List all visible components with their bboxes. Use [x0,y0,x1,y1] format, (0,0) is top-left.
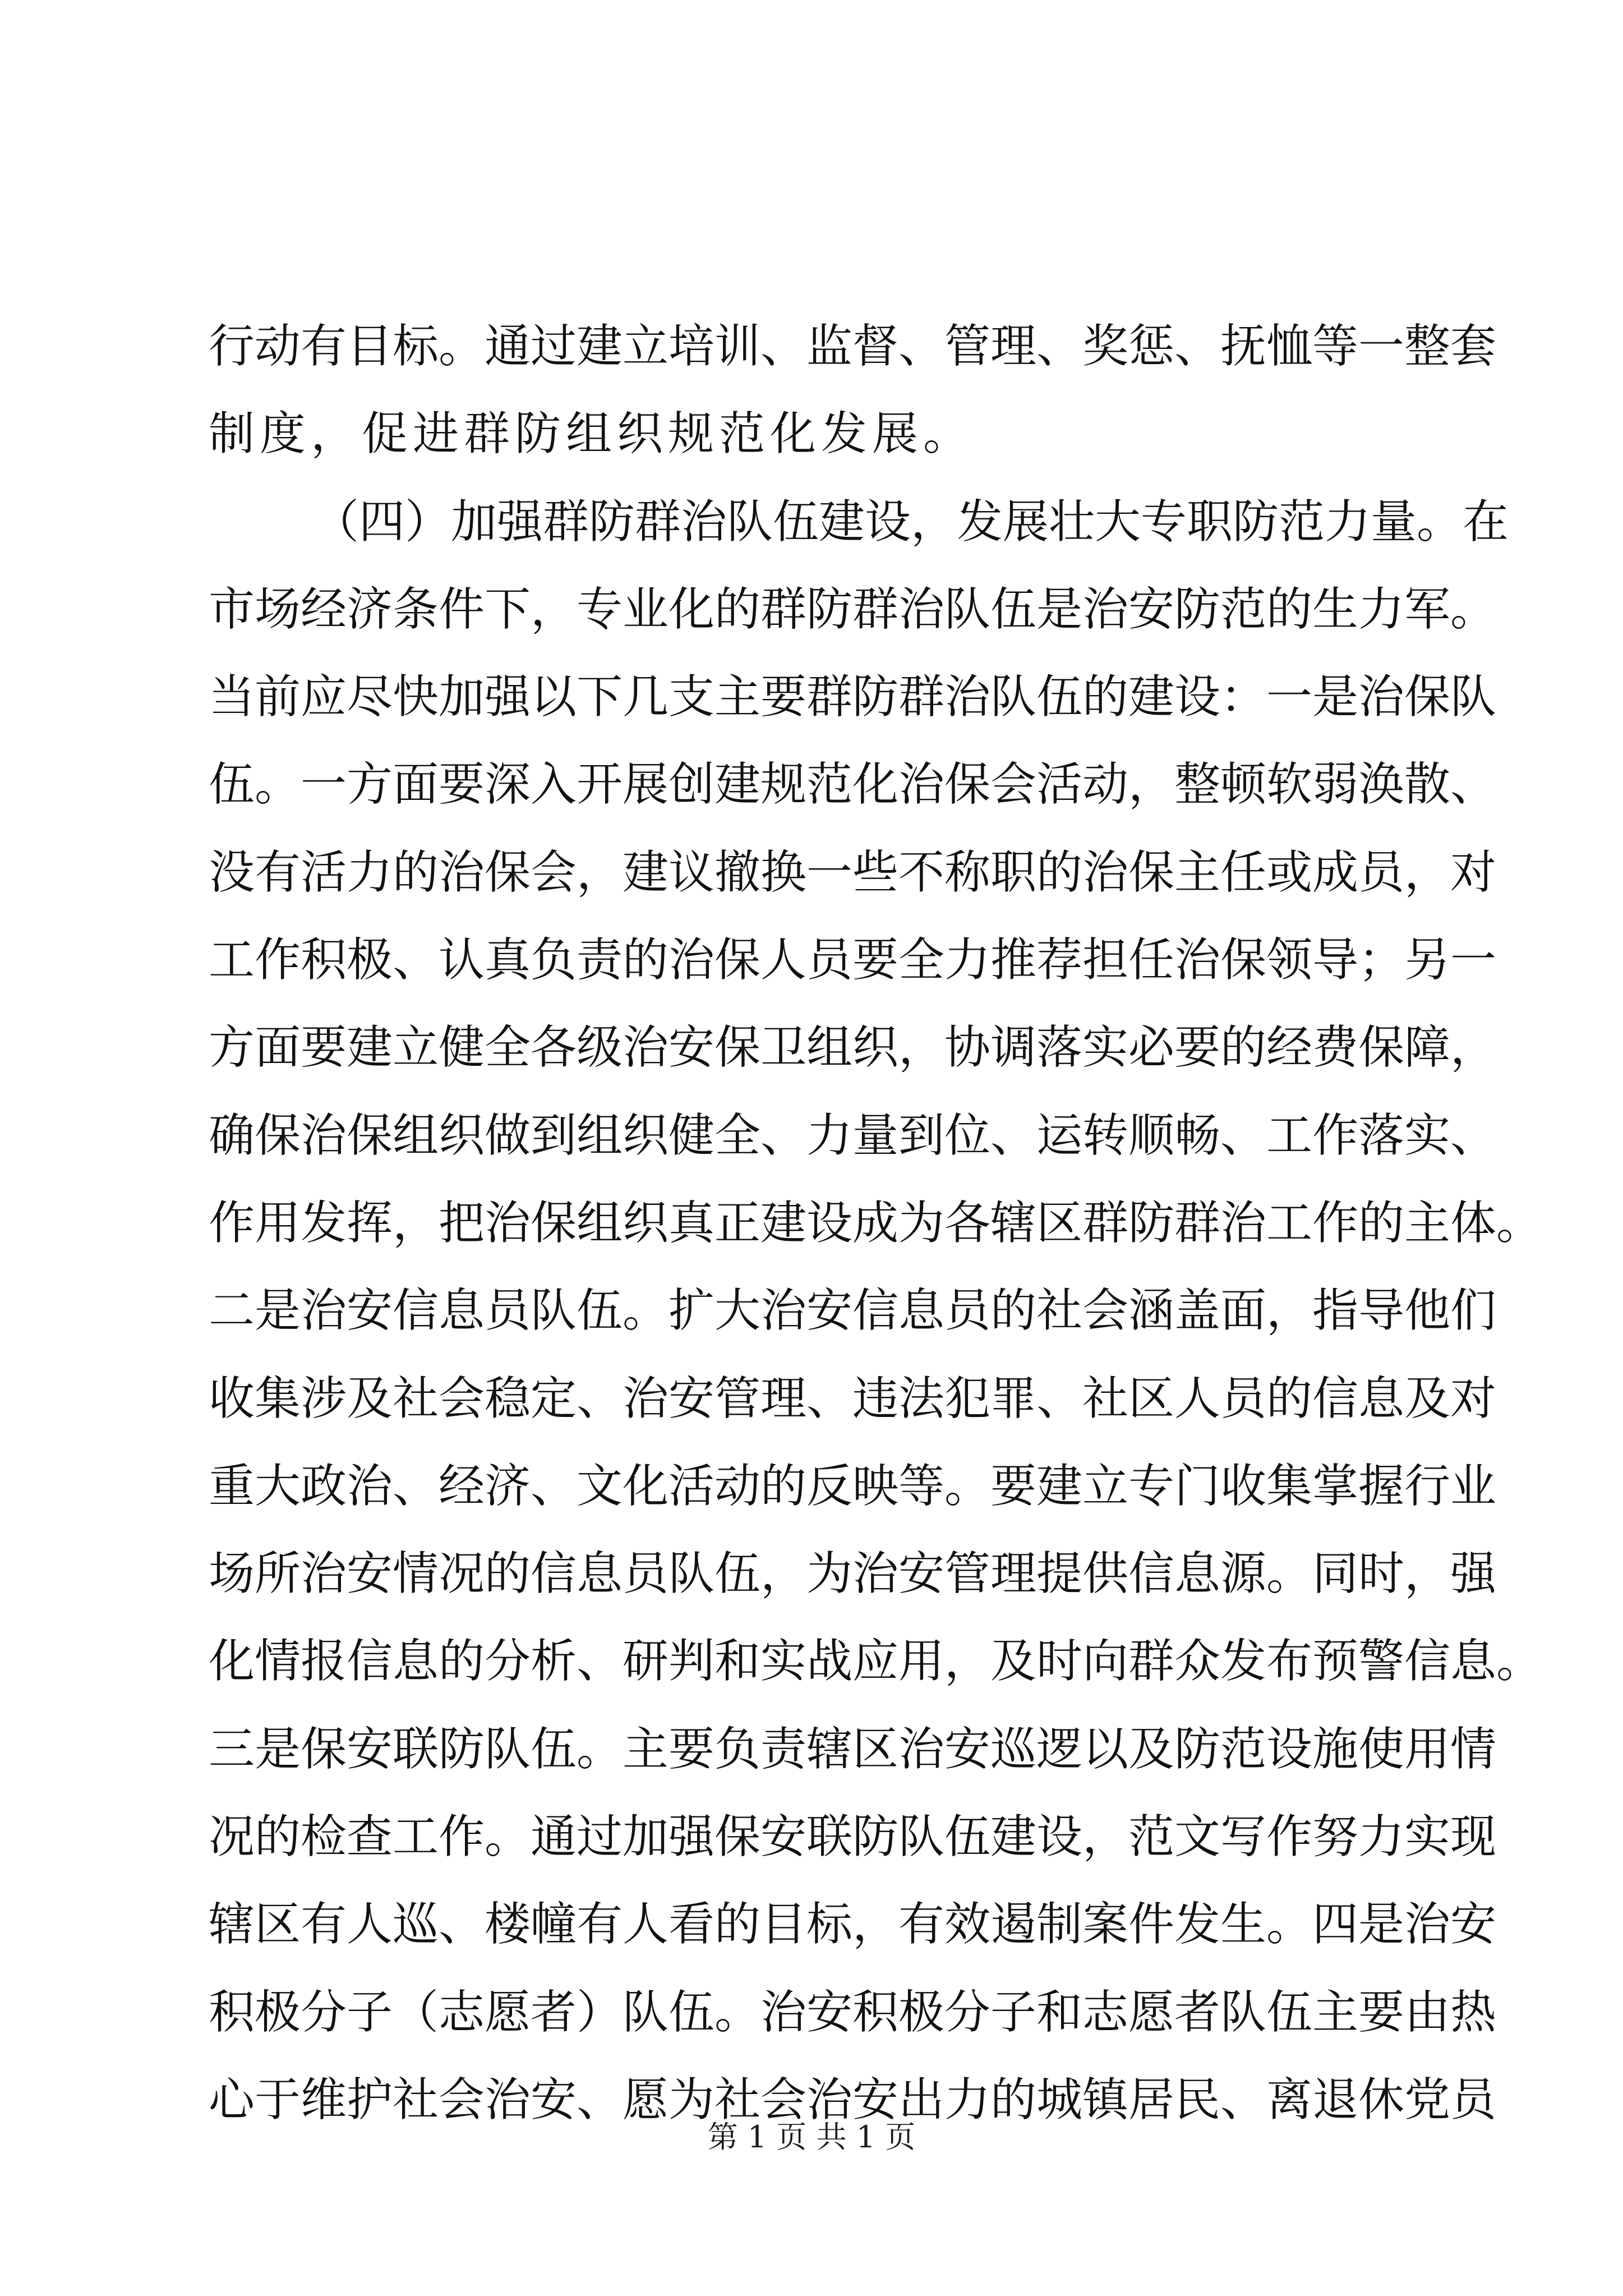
text-line: 三是保安联防队伍。主要负责辖区治安巡逻以及防范设施使用情 [209,1722,1497,1776]
text-line: 当前应尽快加强以下几支主要群防群治队伍的建设：一是治保队 [209,670,1497,724]
body-text [209,303,1543,2144]
text-line: 行动有目标。通过建立培训、监督、管理、奖惩、抚恤等一整套 [209,320,1497,373]
text-line: 积极分子（志愿者）队伍。治安积极分子和志愿者队伍主要由热 [209,1985,1497,2039]
text-line: 伍。一方面要深入开展创建规范化治保会活动，整顿软弱涣散、 [209,758,1497,812]
text-line: 场所治安情况的信息员队伍，为治安管理提供信息源。同时，强 [209,1547,1497,1601]
text-line: 收集涉及社会稳定、治安管理、违法犯罪、社区人员的信息及对 [209,1372,1497,1425]
text-line: （四）加强群防群治队伍建设，发展壮大专职防范力量。在 [313,495,1509,549]
text-line: 辖区有人巡、楼幢有人看的目标，有效遏制案件发生。四是治安 [209,1898,1497,1952]
text-line: 二是治安信息员队伍。扩大治安信息员的社会涵盖面，指导他们 [209,1284,1497,1338]
text-line: 重大政治、经济、文化活动的反映等。要建立专门收集掌握行业 [209,1459,1497,1513]
text-line: 确保治保组织做到组织健全、力量到位、运转顺畅、工作落实、 [209,1108,1497,1162]
text-line: 心于维护社会治安、愿为社会治安出力的城镇居民、离退休党员 [209,2073,1497,2127]
text-line: 化情报信息的分析、研判和实战应用，及时向群众发布预警信息。 [209,1635,1543,1688]
text-line: 工作积极、认真负责的治保人员要全力推荐担任治保领导；另一 [209,933,1497,987]
text-line: 市场经济条件下，专业化的群防群治队伍是治安防范的生力军。 [209,582,1497,636]
text-line: 作用发挥，把治保组织真正建设成为各辖区群防群治工作的主体。 [209,1196,1543,1250]
page-footer: 第 1 页 共 1 页 [707,2119,916,2155]
text-line: 方面要建立健全各级治安保卫组织，协调落实必要的经费保障， [209,1021,1497,1075]
text-line: 没有活力的治保会，建议撤换一些不称职的治保主任或成员，对 [209,845,1497,899]
text-line: 制度，促进群防组织规范化发展。 [209,407,975,461]
text-line: 况的检查工作。通过加强保安联防队伍建设，范文写作努力实现 [209,1810,1497,1864]
